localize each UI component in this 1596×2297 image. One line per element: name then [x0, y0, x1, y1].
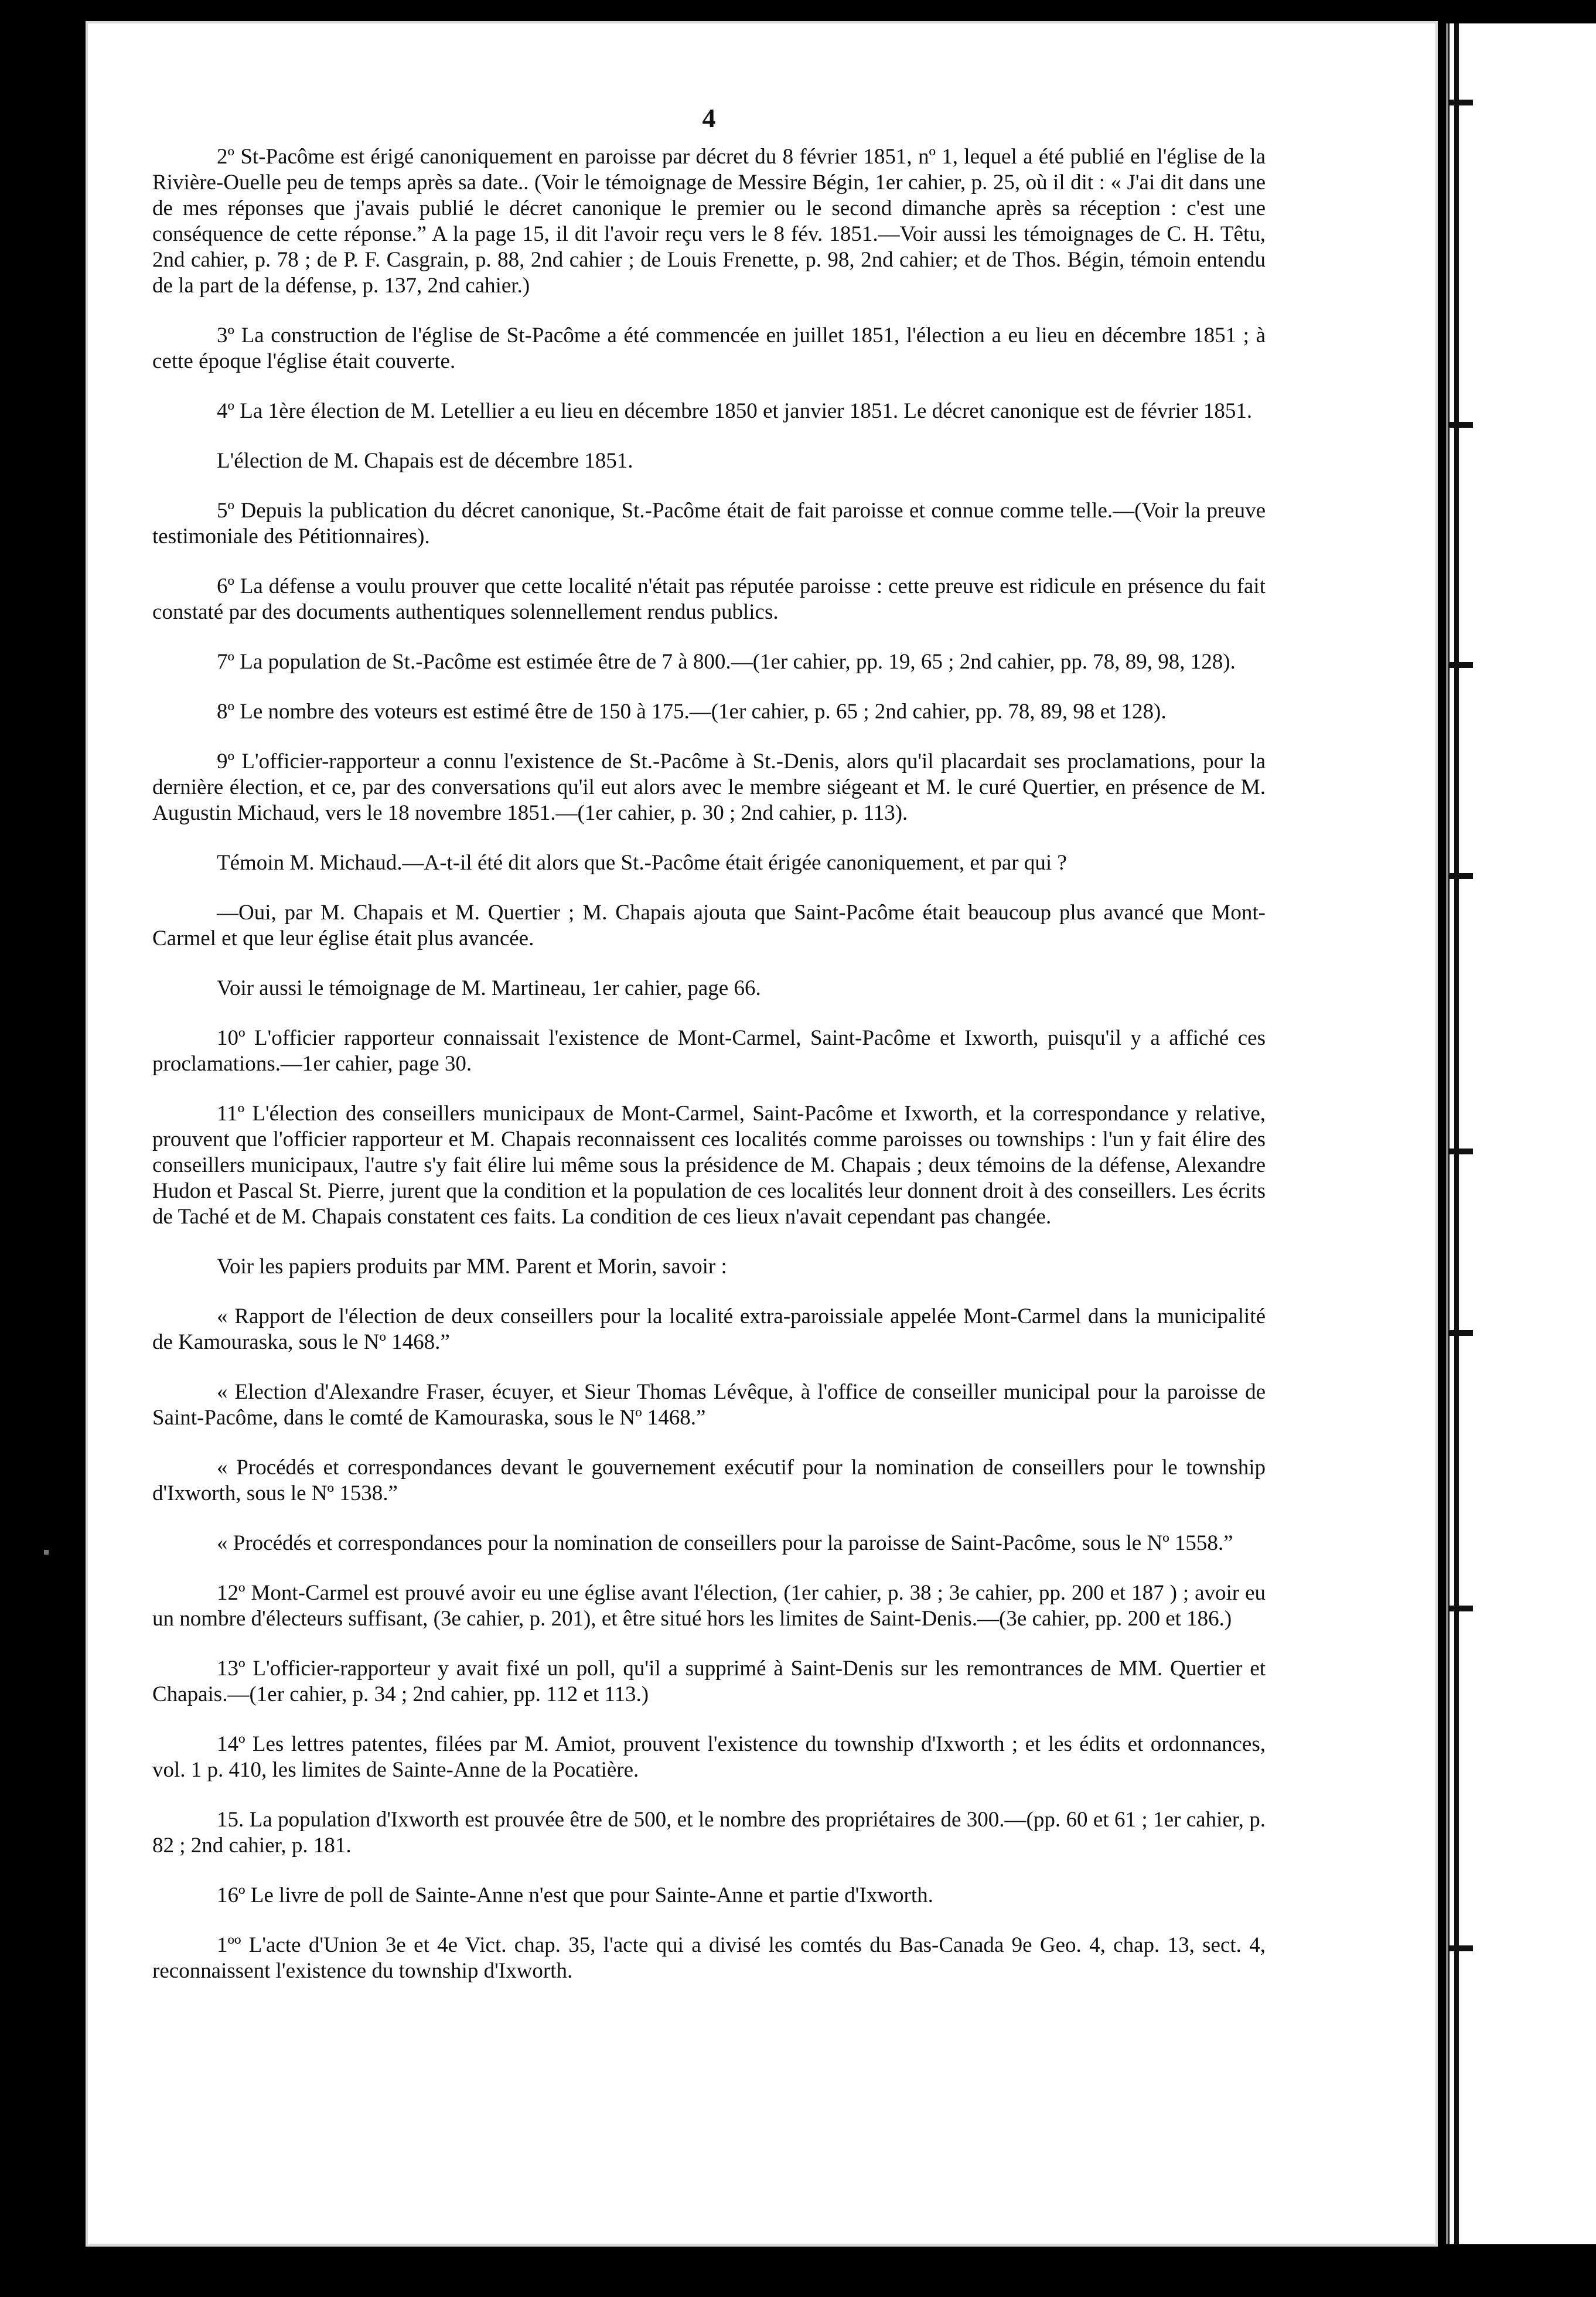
quote-mont-carmel: « Rapport de l'élection de deux conseillers pour la localité extra-paroissiale appelée Mont-Carmel dans la municipalité de Kamouraska, sous le Nº 1468.” [152, 1304, 1266, 1354]
paragraph-7: 7º La population de St.-Pacôme est estimée être de 7 à 800.—(1er cahier, pp. 19, 65 ; 2nd cahier, pp. 78, 89, 98, 128). [217, 650, 1236, 674]
paragraph-6: 6º La défense a voulu prouver que cette localité n'était pas réputée paroisse : cette preuve est ridicule en présence du fait constaté par des documents authentiques solennellement rendus publics. [152, 574, 1266, 624]
paragraph-15: 15. La population d'Ixworth est prouvée être de 500, et le nombre des propriétaires de 300.—(pp. 60 et 61 ; 1er cahier, p. 82 ; 2nd cahier, p. 181. [152, 1808, 1266, 1858]
paragraph-martineau: Voir aussi le témoignage de M. Martineau, 1er cahier, page 66. [217, 976, 761, 1000]
binding-stitch [1450, 662, 1473, 668]
paragraph-17: 1ºº L'acte d'Union 3e et 4e Vict. chap. 35, l'acte qui a divisé les comtés du Bas-Canada 9e Geo. 4, chap. 13, sect. 4, reconnaissent l'existence du township d'Ixworth. [152, 1933, 1266, 1983]
page-content [152, 105, 1266, 2008]
paragraph-14: 14º Les lettres patentes, filées par M. Amiot, prouvent l'existence du township d'Ixworth ; et les édits et ordonnances, vol. 1 p. 410, les limites de Sainte-Anne de la Pocatière. [152, 1732, 1266, 1782]
page-edge [1446, 23, 1448, 2244]
page-number: 4 [702, 103, 716, 133]
binding-rail [1454, 23, 1459, 2244]
paragraph-9: 9º L'officier-rapporteur a connu l'existence de St.-Pacôme à St.-Denis, alors qu'il placardait ses proclamations, pour la dernière élection, et ce, par des conversations qu'il eut alors avec le membre siégeant et M. le curé Quertier, en présence de M. Augustin Michaud, vers le 18 novembre 1851.—(1er cahier, p. 30 ; 2nd cahier, p. 113). [152, 749, 1266, 825]
binding-stitch [1450, 1606, 1473, 1611]
paragraph-3: 3º La construction de l'église de St-Pacôme a été commencée en juillet 1851, l'élection a eu lieu en décembre 1851 ; à cette époque l'église était couverte. [152, 323, 1266, 373]
paragraph-4: 4º La 1ère élection de M. Letellier a eu lieu en décembre 1850 et janvier 1851. Le décret canonique est de février 1851. [217, 399, 1253, 423]
paragraph-8: 8º Le nombre des voteurs est estimé être de 150 à 175.—(1er cahier, p. 65 ; 2nd cahier, pp. 78, 89, 98 et 128). [217, 700, 1167, 724]
binding-stitch [1450, 100, 1473, 105]
binding-stitch [1450, 1148, 1473, 1154]
quote-saint-pacome: « Procédés et correspondances pour la nomination de conseillers pour la paroisse de Saint-Pacôme, sous le Nº 1558.” [217, 1531, 1233, 1555]
paragraph-5: 5º Depuis la publication du décret canonique, St.-Pacôme était de fait paroisse et connue comme telle.—(Voir la preuve testimoniale des Pétitionnaires). [152, 499, 1266, 548]
paragraph-papiers: Voir les papiers produits par MM. Parent et Morin, savoir : [217, 1255, 727, 1279]
paragraph-12: 12º Mont-Carmel est prouvé avoir eu une église avant l'élection, (1er cahier, p. 38 ; 3e cahier, pp. 200 et 187 ) ; avoir eu un nombre d'électeurs suffisant, (3e cahier, p. 201), et être situé hors les limites de Saint-Denis.—(3e cahier, pp. 200 et 186.) [152, 1581, 1266, 1631]
binding-stitch [1450, 422, 1473, 428]
binding-strip [1450, 23, 1596, 2244]
margin-mark [44, 1550, 49, 1555]
quote-ixworth: « Procédés et correspondances devant le gouvernement exécutif pour la nomination de conseillers pour le township d'Ixworth, sous le Nº 1538.” [152, 1456, 1266, 1505]
binding-stitch [1450, 1330, 1473, 1336]
quote-fraser: « Election d'Alexandre Fraser, écuyer, et Sieur Thomas Lévêque, à l'office de conseiller municipal pour la paroisse de Saint-Pacôme, dans le comté de Kamouraska, sous le Nº 1468.” [152, 1380, 1266, 1430]
paragraph-temoin-answer: —Oui, par M. Chapais et M. Quertier ; M. Chapais ajouta que Saint-Pacôme était beaucoup plus avancé que Mont-Carmel et que leur église était plus avancée. [152, 901, 1266, 950]
paragraph-temoin-question: Témoin M. Michaud.—A-t-il été dit alors que St.-Pacôme était érigée canoniquement, et par qui ? [217, 851, 1067, 875]
paragraph-13: 13º L'officier-rapporteur y avait fixé un poll, qu'il a supprimé à Saint-Denis sur les remontrances de MM. Quertier et Chapais.—(1er cahier, p. 34 ; 2nd cahier, pp. 112 et 113.) [152, 1657, 1266, 1706]
paragraph-2: 2º St-Pacôme est érigé canoniquement en paroisse par décret du 8 février 1851, nº 1, lequel a été publié en l'église de la Rivière-Ouelle peu de temps après sa date.. (Voir le témoignage de Messire Bégin, 1er cahier, p. 25, où il dit : « J'ai dit dans une de mes réponses que j'avais publié le décret canonique le premier ou le second dimanche après sa réception : c'est une conséquence de cette réponse.” A la page 15, il dit l'avoir reçu vers le 8 fév. 1851.—Voir aussi les témoignages de C. H. Têtu, 2nd cahier, p. 78 ; de P. F. Casgrain, p. 88, 2nd cahier ; de Louis Frenette, p. 98, 2nd cahier; et de Thos. Bégin, témoin entendu de la part de la défense, p. 137, 2nd cahier.) [152, 145, 1266, 298]
document-page [88, 23, 1435, 2244]
paragraph-16: 16º Le livre de poll de Sainte-Anne n'est que pour Sainte-Anne et partie d'Ixworth. [217, 1883, 933, 1907]
paragraph-chapais-election: L'élection de M. Chapais est de décembre 1851. [217, 449, 633, 473]
paragraph-10: 10º L'officier rapporteur connaissait l'existence de Mont-Carmel, Saint-Pacôme et Ixworth, puisqu'il y a affiché ces proclamations.—1er cahier, page 30. [152, 1026, 1266, 1076]
paragraph-11: 11º L'élection des conseillers municipaux de Mont-Carmel, Saint-Pacôme et Ixworth, et la correspondance y relative, prouvent que l'officier rapporteur et M. Chapais reconnaissent ces localités comme paroisses ou townships : l'un y fait élire des conseillers municipaux, l'autre s'y fait élire lui même sous la présidence de M. Chapais ; deux témoins de la défense, Alexandre Hudon et Pascal St. Pierre, jurent que la condition et la population de ces localités leur donnent droit à des conseillers. Les écrits de Taché et de M. Chapais constatent ces faits. La condition de ces lieux n'avait cependant pas changée. [152, 1102, 1266, 1229]
binding-stitch [1450, 1945, 1473, 1951]
binding-stitch [1450, 873, 1473, 879]
